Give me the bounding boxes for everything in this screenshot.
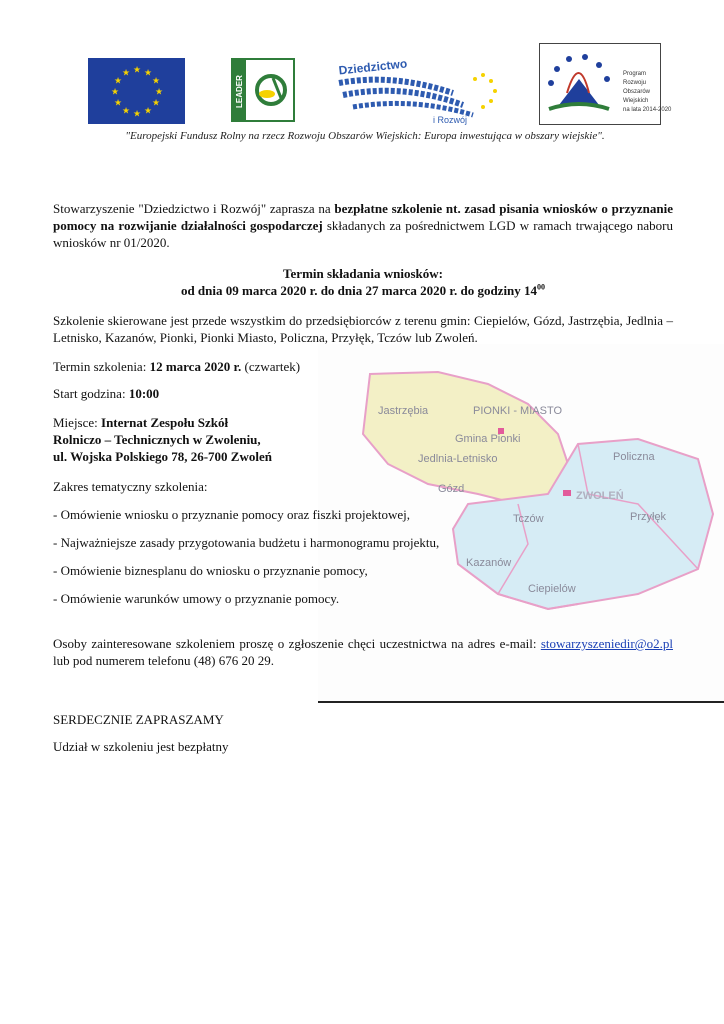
place-block [53,414,673,465]
eu-star-icon: ★ [122,105,131,116]
map-label-policzna: Policzna [613,451,655,463]
prow-text-line: Obszarów [623,89,651,95]
deadline-range: od dnia 09 marca 2020 r. do dnia 27 marca 2020 r. do godziny 14 [180,283,538,298]
prow-logo [539,43,672,125]
contact-text-2: lub pod numerem telefonu (48) 676 20 29. [53,653,274,668]
map-label-kazanow: Kazanów [466,557,512,569]
start-label: Start godzina: [53,386,129,401]
dziedzictwo-title: Dziedzictwo [338,56,408,78]
scope-title: Zakres tematyczny szkolenia: [53,479,208,494]
prow-text-line: Program [623,71,647,77]
map-label-gmina-pionki: Gmina Pionki [455,433,521,445]
training-date [53,358,673,375]
dziedzictwo-logo [333,53,503,125]
training-date-value: 12 marca 2020 r. [149,359,242,374]
eu-star-icon: ★ [155,86,164,97]
map-label-zwolen: ZWOLEŃ [576,490,624,502]
deadline-sup: 00 [537,282,546,292]
eu-star-icon: ★ [152,75,161,86]
scope-item: - Omówienie biznesplanu do wniosku o przyznanie pomocy, [53,563,368,578]
eu-star-icon: ★ [122,67,131,78]
place-line-3: ul. Wojska Polskiego 78, 26-700 Zwoleń [53,449,272,464]
eu-star-icon: ★ [152,97,161,108]
place-label: Miejsce: [53,415,102,430]
free-note: Udział w szkoleniu jest bezpłatny [53,739,229,754]
audience-paragraph: Szkolenie skierowane jest przede wszystkim do przedsiębiorców z terenu gmin: Ciepielów, Gózd, Jastrzębia, Jedlnia – Letnisko, Kazanów, Pionki, Pionki Miasto, Policzna, Przyłęk, Tczów lub Zwoleń. [53,313,673,345]
prow-text-line: Rozwoju [623,80,647,86]
intro-bold: bezpłatne szkolenie nt. zasad pisania wniosków o przyznanie pomocy na rozwijanie działalności gospodarczej [53,201,673,233]
scope-item: - Omówienie wniosku o przyznanie pomocy oraz fiszki projektowej, [53,507,411,522]
deadline-block [53,265,673,299]
eu-star-icon: ★ [133,64,142,75]
scope-item: - Omówienie warunków umowy o przyznanie pomocy. [53,591,340,606]
intro-text-1: Stowarzyszenie "Dziedzictwo i Rozwój" zaprasza na [53,201,335,216]
dziedzictwo-icon [333,53,503,125]
eu-star-icon: ★ [113,97,123,108]
eu-star-icon: ★ [144,105,153,116]
eu-star-icon: ★ [111,86,120,97]
header-caption: "Europejski Fundusz Rolny na rzecz Rozwoju Obszarów Wiejskich: Europa inwestująca w obszary wiejskie". [125,130,605,142]
leader-icon [231,58,295,122]
map-label-pionki-miasto: PIONKI - MIASTO [473,405,563,417]
start-time [53,385,673,402]
email-link[interactable]: stowarzyszeniedir@o2.pl [540,636,673,651]
intro-text-2: składanych za pośrednictwem LGD w ramach trwającego naboru wniosków nr 01/2020. [53,218,673,250]
eu-flag-logo [88,58,185,124]
prow-text-line: na lata 2014-2020 [623,107,672,113]
eu-star-icon: ★ [113,75,123,86]
leader-text: LEADER [235,75,244,108]
map-label-gozd: Gózd [438,483,465,495]
closing-text: SERDECZNIE ZAPRASZAMY [53,712,224,727]
scope-item: - Najważniejsze zasady przygotowania budżetu i harmonogramu projektu, [53,535,440,550]
map-label-jastrzebia: Jastrzębia [378,405,429,417]
map-label-przylek: Przyłęk [630,511,667,523]
map-label-ciepielow: Ciepielów [528,583,576,595]
eu-star-icon: ★ [133,108,142,119]
training-date-label: Termin szkolenia: [53,359,150,374]
eu-flag-icon [88,58,185,124]
leader-logo [231,58,295,122]
contact-paragraph [53,635,673,669]
map-label-jedlnia: Jedlnia-Letnisko [418,453,498,465]
eu-star-icon: ★ [144,67,153,78]
place-line-2: Rolniczo – Technicznych w Zwoleniu, [53,432,261,447]
prow-text-line: Wiejskich [623,98,649,104]
dziedzictwo-sub: i Rozwój [433,115,468,125]
start-value: 10:00 [128,386,160,401]
place-line-1: Internat Zespołu Szkół [101,415,229,430]
deadline-title: Termin składania wniosków: [283,266,443,281]
training-date-day: (czwartek) [241,359,301,374]
intro-paragraph [53,200,673,251]
prow-icon [539,43,672,125]
contact-text-1: Osoby zainteresowane szkoleniem proszę o zgłoszenie chęci uczestnictwa na adres e-mail: [53,636,541,651]
map-label-tczow: Tczów [513,513,544,525]
